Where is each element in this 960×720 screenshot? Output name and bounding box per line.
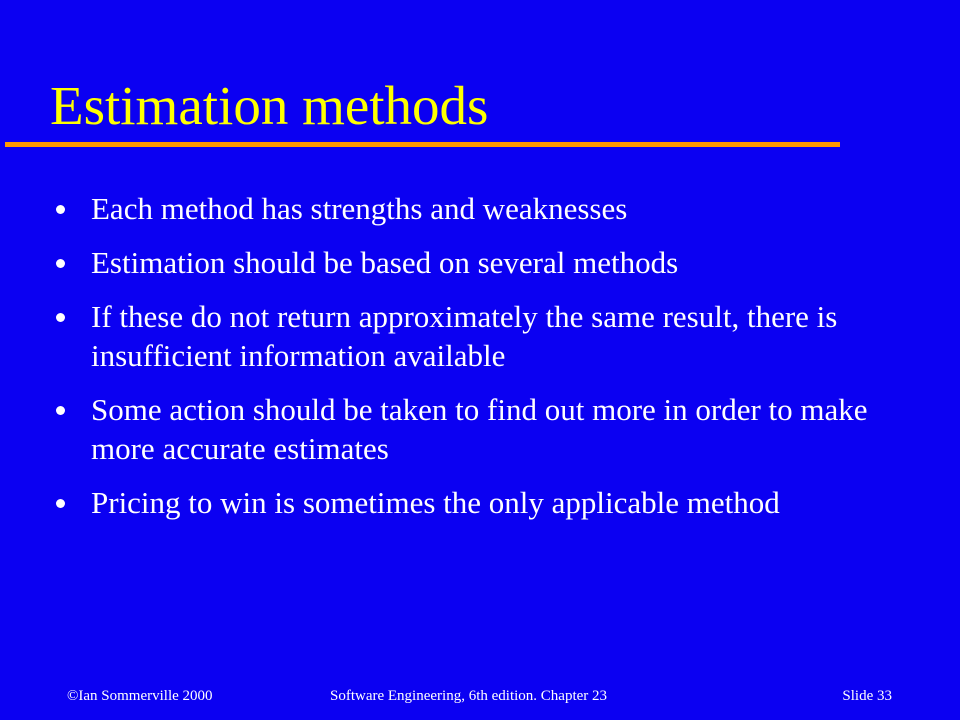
bullet-text: If these do not return approximately the same result, there is insufficient information available [91, 299, 838, 373]
bullet-dot-icon [56, 499, 65, 508]
footer-copyright: ©Ian Sommerville 2000 [67, 688, 213, 704]
bullet-item [0, 238, 931, 282]
slide-title: Estimation methods [50, 75, 489, 136]
bullet-text: Pricing to win is sometimes the only applicable method [91, 485, 780, 520]
bullet-item [0, 292, 931, 375]
bullet-item [0, 184, 931, 228]
title-underline-rule [5, 142, 840, 147]
bullet-dot-icon [56, 259, 65, 268]
bullet-item [0, 385, 931, 468]
bullet-dot-icon [56, 313, 65, 322]
bullet-dot-icon [56, 406, 65, 415]
footer-book-title: Software Engineering, 6th edition. Chapter 23 [330, 688, 608, 704]
footer-slide-number: Slide 33 [842, 688, 892, 704]
bullet-item [0, 478, 931, 522]
bullet-list [0, 184, 931, 532]
bullet-text: Estimation should be based on several methods [91, 245, 679, 280]
bullet-text: Some action should be taken to find out more in order to make more accurate estimates [91, 392, 868, 466]
bullet-dot-icon [56, 205, 65, 214]
bullet-text: Each method has strengths and weaknesses [91, 191, 628, 226]
